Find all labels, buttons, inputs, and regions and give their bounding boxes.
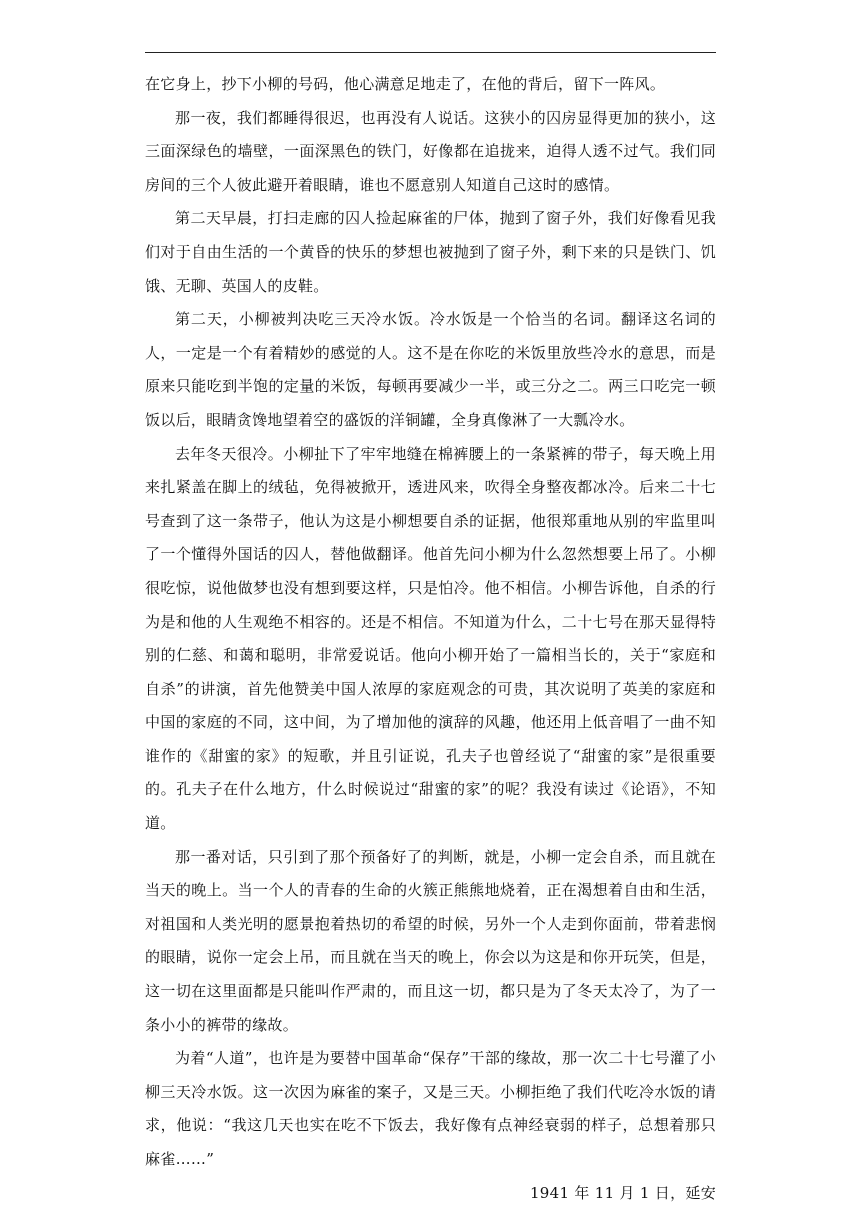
- paragraph-7: 为着“人道”，也许是为要替中国革命“保存”干部的缘故，那一次二十七号灌了小柳三天冷水饭。这一次因为麻雀的案子，又是三天。小柳拒绝了我们代吃冷水饭的请求，他说：“我这几天也实在吃不下饭去，我好像有点神经衰弱的样子，总想着那只麻雀……”: [145, 1049, 716, 1168]
- document-body: [145, 68, 716, 1210]
- date-signature: 1941 年 11 月 1 日，延安: [529, 1183, 716, 1202]
- paragraph-6: 那一番对话，只引到了那个预备好了的判断，就是，小柳一定会自杀，而且就在当天的晚上。当一个人的青春的生命的火簇正熊熊地烧着，正在渴想着自由和生活，对祖国和人类光明的愿景抱着热切的希望的时候，另外一个人走到你面前，带着悲悯的眼睛，说你一定会上吊，而且就在当天的晚上，你会以为这是和你开玩笑，但是，这一切在这里面都是只能叫作严肃的，而且这一切，都只是为了冬天太冷了，为了一条小小的裤带的缘故。: [145, 847, 716, 1034]
- paragraph-2: 那一夜，我们都睡得很迟，也再没有人说话。这狭小的囚房显得更加的狭小，这三面深绿色的墙壁，一面深黑色的铁门，好像都在追拢来，迫得人透不过气。我们同房间的三个人彼此避开着眼睛，谁也不愿意别人知道自己这时的感情。: [145, 108, 716, 194]
- header-rule: [145, 52, 716, 53]
- paragraph-1: 在它身上，抄下小柳的号码，他心满意足地走了，在他的背后，留下一阵风。: [145, 75, 666, 93]
- paragraph-3: 第二天早晨，打扫走廊的囚人捡起麻雀的尸体，抛到了窗子外，我们好像看见我们对于自由生活的一个黄昏的快乐的梦想也被抛到了窗子外，剩下来的只是铁门、饥饿、无聊、英国人的皮鞋。: [145, 209, 716, 295]
- paragraph-5: 去年冬天很冷。小柳扯下了牢牢地缝在棉裤腰上的一条紧裤的带子，每天晚上用来扎紧盖在脚上的绒毡，免得被掀开，透进风来，吹得全身整夜都冰冷。后来二十七号查到了这一条带子，他认为这是小柳想要自杀的证据，他很郑重地从别的牢监里叫了一个懂得外国话的囚人，替他做翻译。他首先问小柳为什么忽然想要上吊了。小柳很吃惊，说他做梦也没有想到要这样，只是怕冷。他不相信。小柳告诉他，自杀的行为是和他的人生观绝不相容的。还是不相信。不知道为什么，二十七号在那天显得特别的仁慈、和蔼和聪明，非常爱说话。他向小柳开始了一篇相当长的，关于“家庭和自杀”的讲演，首先他赞美中国人浓厚的家庭观念的可贵，其次说明了英美的家庭和中国的家庭的不同，这中间，为了增加他的演辞的风趣，他还用上低音唱了一曲不知谁作的《甜蜜的家》的短歌，并且引证说，孔夫子也曾经说了“甜蜜的家”是很重要的。孔夫子在什么地方，什么时候说过“甜蜜的家”的呢？我没有读过《论语》，不知道。: [145, 444, 716, 833]
- paragraph-4: 第二天，小柳被判决吃三天冷水饭。冷水饭是一个恰当的名词。翻译这名词的人，一定是一个有着精妙的感觉的人。这不是在你吃的米饭里放些冷水的意思，而是原来只能吃到半饱的定量的米饭，每顿再要减少一半，或三分之二。两三口吃完一顿饭以后，眼睛贪馋地望着空的盛饭的洋铜罐，全身真像淋了一大瓢冷水。: [145, 310, 716, 429]
